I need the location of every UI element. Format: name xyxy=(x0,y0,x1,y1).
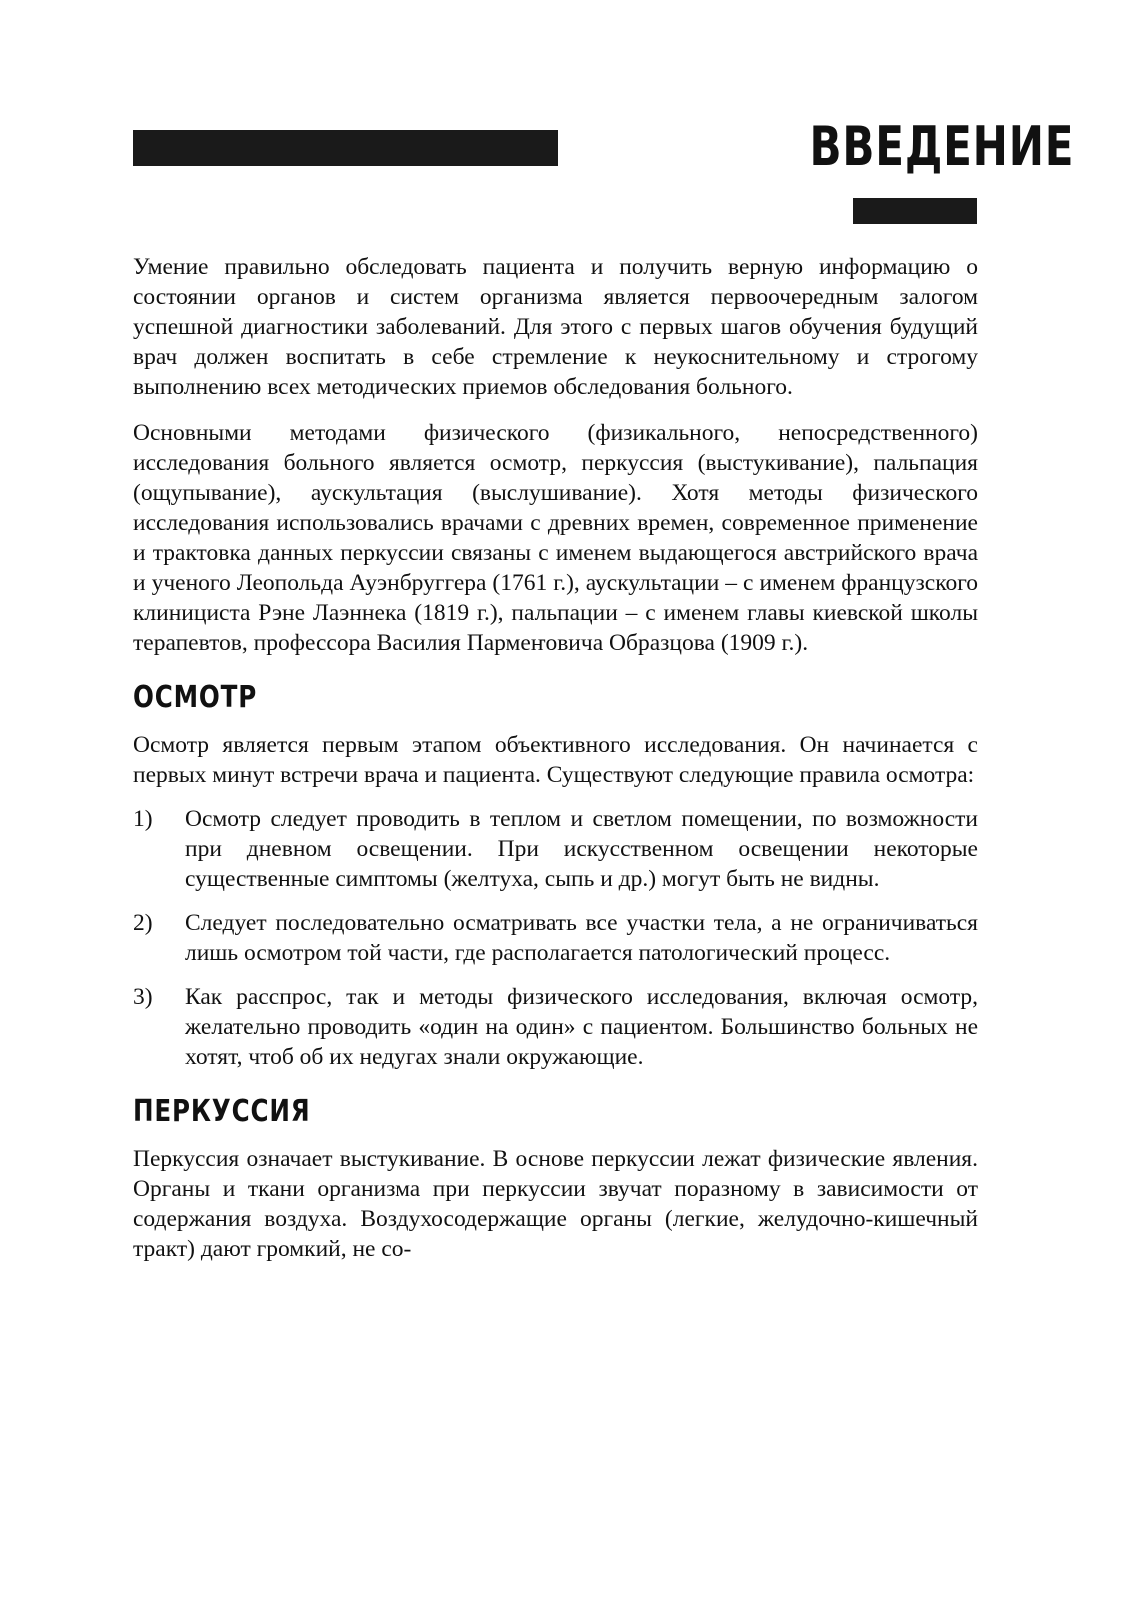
list-item xyxy=(133,908,978,968)
perkussiya-paragraph: Перкуссия означает выстукивание. В основе перкуссии лежат физические явления. Органы и ткани организма при перкуссии звучат поразному в зависимости от содержания воздуха. Воздухосодержащие органы (легкие, желудочно-кишечный тракт) дают громкий, не со- xyxy=(133,1146,978,1262)
section-heading-osmotr: ОСМОТР xyxy=(133,680,258,715)
list-item-text: Как расспрос, так и методы физического исследования, включая осмотр, желательно проводить «один на один» с пациентом. Большинство больных не хотят, чтоб об их недугах знали окружающие. xyxy=(185,984,978,1070)
header-decor-bar-right xyxy=(853,198,977,224)
section-heading-perkussiya: ПЕРКУССИЯ xyxy=(133,1094,311,1129)
list-item xyxy=(133,982,978,1072)
header-decor-bar-left xyxy=(133,130,558,166)
list-item xyxy=(133,804,978,894)
list-item-text: Осмотр следует проводить в теплом и светлом помещении, по возможности при дневном освещении. При искусственном освещении некоторые существенные симптомы (желтуха, сыпь и др.) могут быть не видны. xyxy=(185,806,978,892)
chapter-title: ВВЕДЕНИЕ xyxy=(809,115,1075,178)
list-item-number: 2) xyxy=(133,910,153,936)
osmotr-rules-list xyxy=(133,804,978,1072)
list-item-number: 3) xyxy=(133,984,153,1010)
intro-paragraph-2: Основными методами физического (физикального, непосредственного) исследования больного является осмотр, перкуссия (выстукивание), пальпация (ощупывание), аускультация (выслушивание). Хотя методы физического исследования использовались врачами с древних времен, современное применение и трактовка данных перкуссии связаны с именем выдающегося австрийского врача и ученого Леопольда Ауэнбруггера (1761 г.), аускультации – с именем французского клинициста Рэне Лаэннека (1819 г.), пальпации – с именем главы киевской школы терапевтов, профессора Василия Пармеҥовича Образцова (1909 г.). xyxy=(133,420,978,656)
osmotr-paragraph: Осмотр является первым этапом объективного исследования. Он начинается с первых минут встречи врача и пациента. Существуют следующие правила осмотра: xyxy=(133,732,978,788)
list-item-text: Следует последовательно осматривать все участки тела, а не ограничиваться лишь осмотром той части, где располагается патологический процесс. xyxy=(185,910,978,966)
document-body xyxy=(133,252,978,1264)
list-item-number: 1) xyxy=(133,806,153,832)
intro-paragraph-1: Умение правильно обследовать пациента и получить верную информацию о состоянии органов и систем организма является первоочередным залогом успешной диагностики заболеваний. Для этого с первых шагов обучения будущий врач должен воспитать в себе стремление к неукоснительному и строгому выполнению всех методических приемов обследования больного. xyxy=(133,254,978,400)
